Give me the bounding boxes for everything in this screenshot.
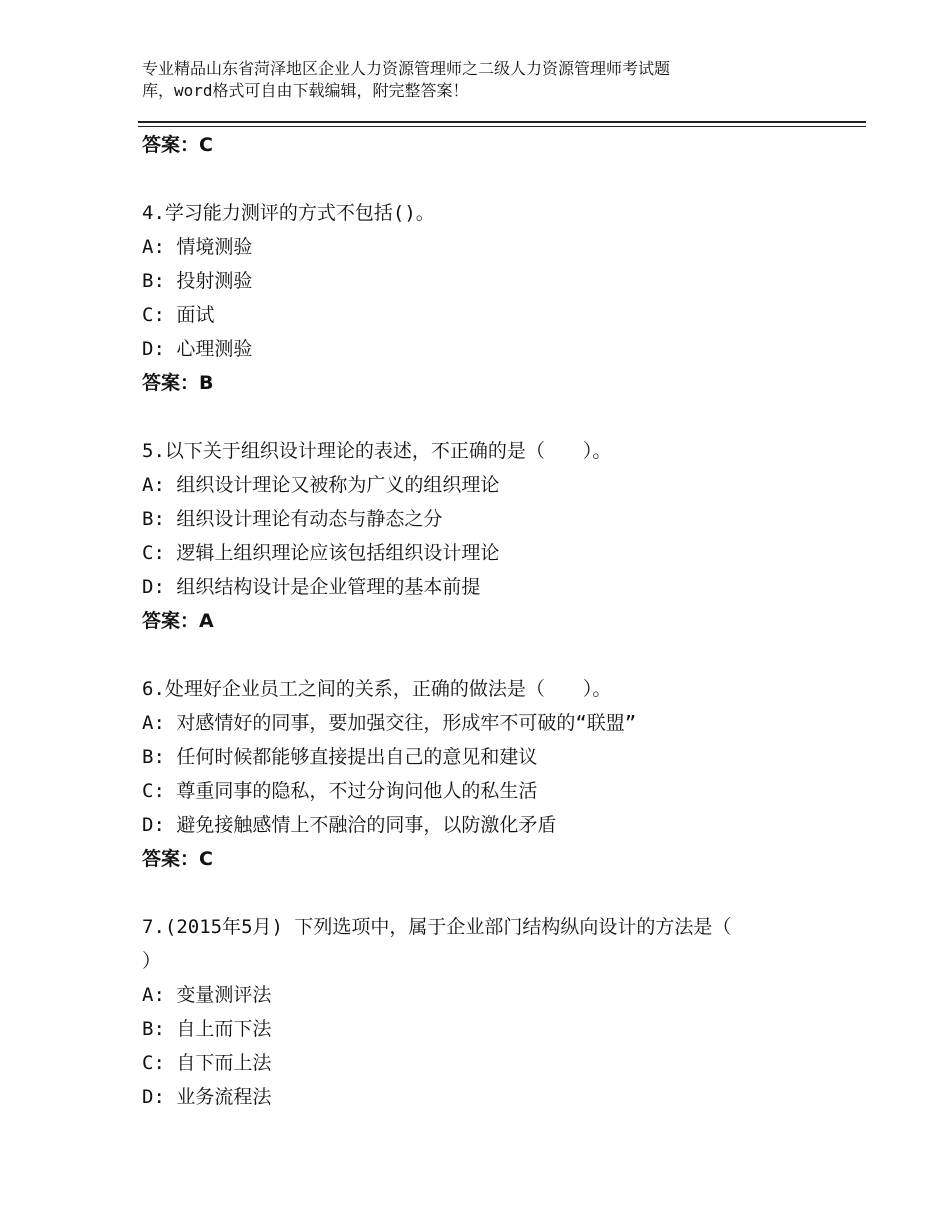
option-a: A: 变量测评法: [142, 984, 272, 1006]
answer: 答案：C: [142, 848, 213, 870]
question-stem: 4.学习能力测评的方式不包括()。: [142, 202, 435, 224]
option-c: C: 尊重同事的隐私，不过分询问他人的私生活: [142, 780, 538, 802]
answer: 答案：B: [142, 372, 214, 394]
question-stem: 7.(2015年5月) 下列选项中，属于企业部门结构纵向设计的方法是（: [142, 916, 732, 938]
header-line-1: 专业精品山东省菏泽地区企业人力资源管理师之二级人力资源管理师考试题: [142, 59, 671, 78]
answer: 答案：A: [142, 610, 214, 632]
question-6: [142, 672, 862, 876]
option-a: A: 情境测验: [142, 236, 253, 258]
option-d: D: 心理测验: [142, 338, 253, 360]
question-5: [142, 434, 862, 638]
option-d: D: 组织结构设计是企业管理的基本前提: [142, 576, 481, 598]
document-header: [142, 58, 842, 102]
option-c: C: 逻辑上组织理论应该包括组织设计理论: [142, 542, 500, 564]
option-d: D: 业务流程法: [142, 1086, 272, 1108]
header-line-2: 库，word格式可自由下载编辑，附完整答案！: [142, 81, 469, 100]
option-c: C: 面试: [142, 304, 215, 326]
question-stem: 5.以下关于组织设计理论的表述，不正确的是（ ）。: [142, 440, 612, 462]
option-b: B: 投射测验: [142, 270, 253, 292]
question-stem: 6.处理好企业员工之间的关系，正确的做法是（ ）。: [142, 678, 612, 700]
option-a: A: 对感情好的同事，要加强交往，形成牢不可破的“联盟”: [142, 712, 637, 734]
option-b: B: 组织设计理论有动态与静态之分: [142, 508, 443, 530]
header-rule-thin: [138, 126, 866, 127]
option-a: A: 组织设计理论又被称为广义的组织理论: [142, 474, 500, 496]
question-4: [142, 196, 862, 400]
option-b: B: 任何时候都能够直接提出自己的意见和建议: [142, 746, 538, 768]
answer-q3: 答案：C: [142, 134, 213, 156]
option-c: C: 自下而上法: [142, 1052, 272, 1074]
question-stem-continued: ）: [142, 950, 162, 972]
option-d: D: 避免接触感情上不融洽的同事，以防激化矛盾: [142, 814, 557, 836]
header-rule-thick: [138, 121, 866, 123]
option-b: B: 自上而下法: [142, 1018, 272, 1040]
question-list: [142, 128, 862, 1114]
question-7: [142, 910, 862, 1114]
